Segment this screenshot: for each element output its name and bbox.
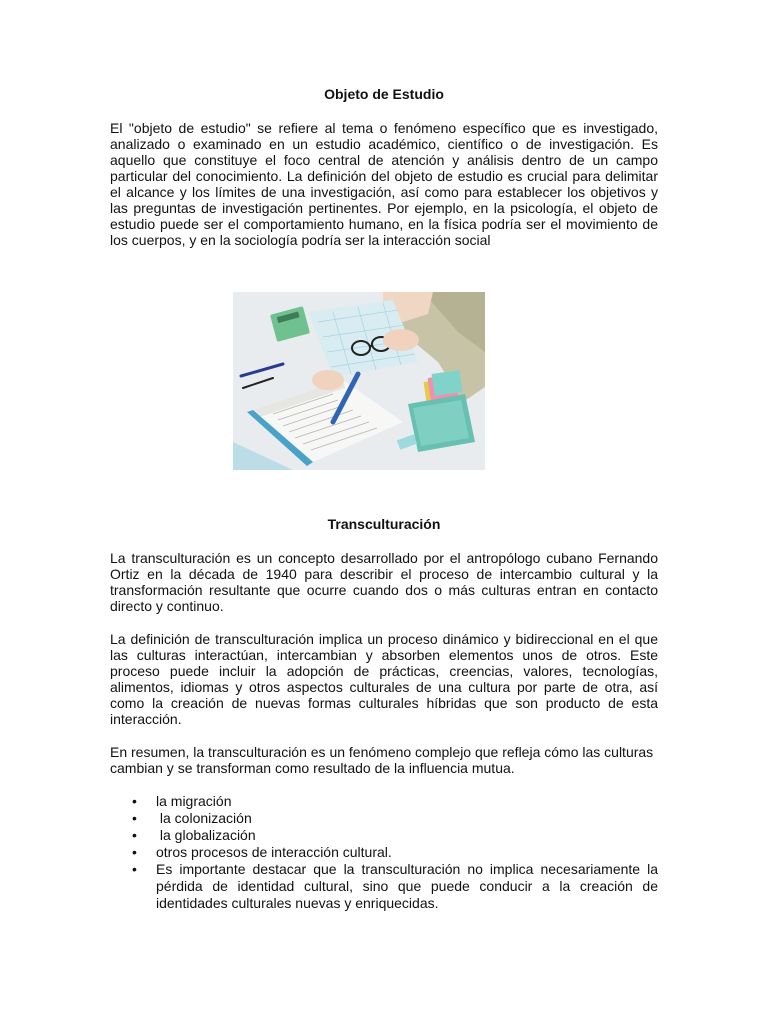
- paragraph-objeto-de-estudio: El "objeto de estudio" se refiere al tema o fenómeno específico que es investigado, analizado o examinado en un estudio académico, científico o de investigación. Es aquello que constituye el foco central de atención y análisis dentro de un campo particular del conocimiento. La definición del objeto de estudio es crucial para delimitar el alcance y los límites de una investigación, así como para establecer los objetivos y las preguntas de investigación pertinentes. Por ejemplo, en la psicología, el objeto de estudio puede ser el comportamiento humano, en la física podría ser el movimiento de los cuerpos, y en la sociología podría ser la interacción social: [110, 120, 658, 248]
- paragraph-transculturacion-2: La definición de transculturación implica un proceso dinámico y bidireccional en el que las culturas interactúan, intercambian y absorben elementos unos de otros. Este proceso puede incluir la adopción de prácticas, creencias, valores, tecnologías, alimentos, idiomas y otros aspectos culturales de una cultura por parte de otra, así como la creación de nuevas formas culturales híbridas que son producto de esta interacción.: [110, 631, 658, 727]
- bullet-list: [110, 793, 658, 912]
- section-transculturacion: [110, 516, 658, 912]
- student-studying-photo: [233, 292, 485, 470]
- list-item: • Es importante destacar que la transculturación no implica necesariamente la pérdida de identidad cultural, sino que puede conducir a la creación de identidades culturales nuevas y enriquecidas.: [110, 861, 658, 912]
- section-title-transculturacion: Transculturación: [327, 516, 441, 532]
- paragraph-transculturacion-3: En resumen, la transculturación es un fenómeno complejo que refleja cómo las culturas cambian y se transforman como resultado de la influencia mutua.: [110, 744, 654, 776]
- section-title-objeto-de-estudio: Objeto de Estudio: [324, 86, 444, 102]
- section-objeto-de-estudio: [110, 86, 658, 248]
- list-item: • la globalización: [110, 827, 658, 844]
- list-item: • la colonización: [110, 810, 658, 827]
- list-item: • la migración: [110, 793, 658, 810]
- list-item: • otros procesos de interacción cultural.: [110, 844, 658, 861]
- paragraph-transculturacion-1: La transculturación es un concepto desarrollado por el antropólogo cubano Fernando Ortiz en la década de 1940 para describir el proceso de intercambio cultural y la transformación resultante que ocurre cuando dos o más culturas entran en contacto directo y continuo.: [110, 550, 658, 614]
